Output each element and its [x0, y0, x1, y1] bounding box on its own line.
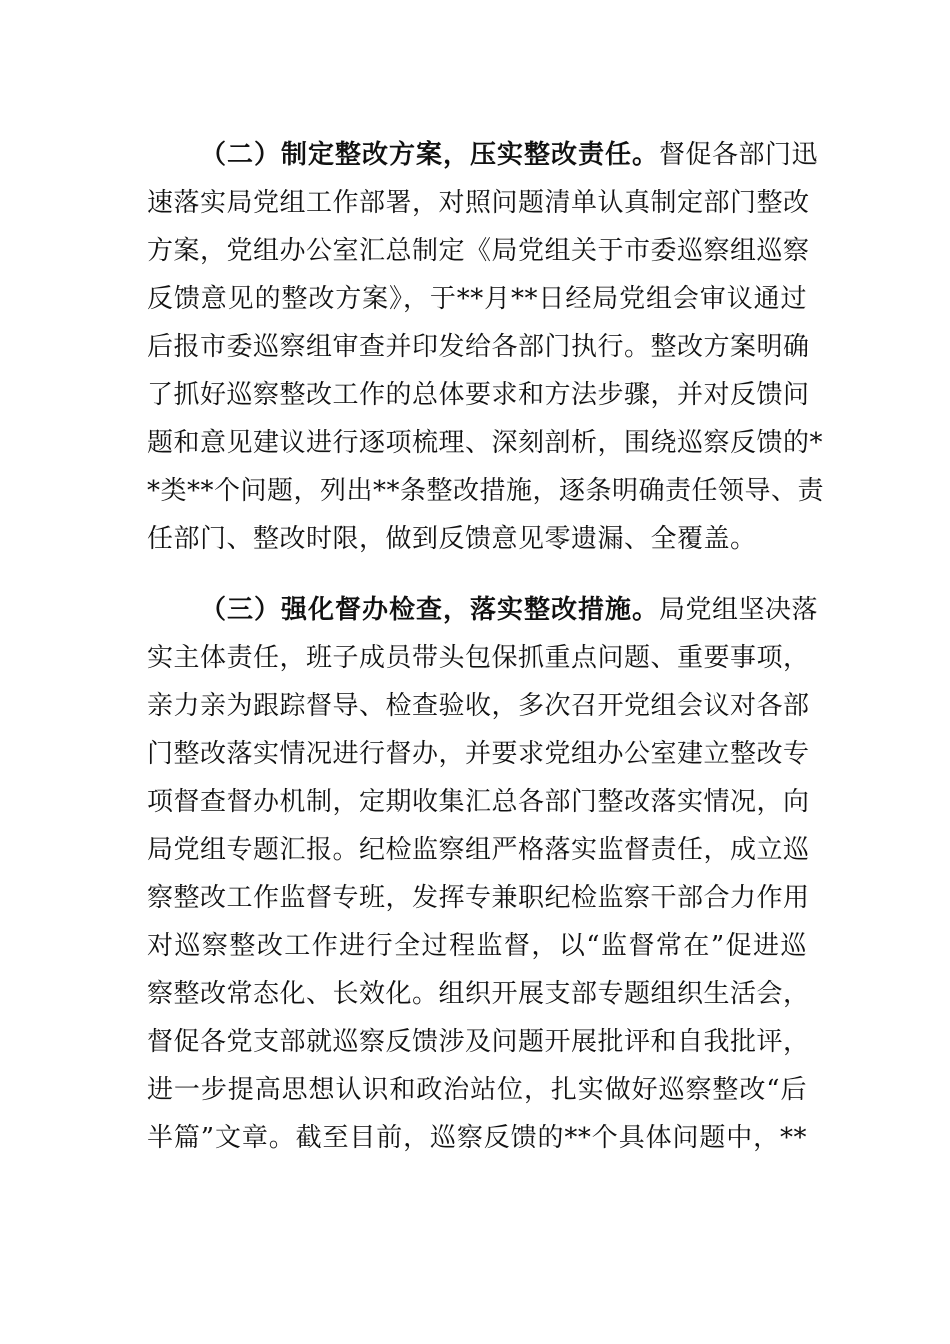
- section2-line-6: 题和意见建议进行逐项梳理、深刻剖析，围绕巡察反馈的*: [147, 428, 824, 458]
- section3-line-0: 局党组坚决落: [659, 595, 819, 625]
- section3-line-5: 局党组专题汇报。纪检监察组严格落实监督责任，成立巡: [147, 835, 810, 865]
- section3-line-7: 对巡察整改工作进行全过程监督，以“监督常在”促进巡: [147, 931, 807, 961]
- section3-line-8: 察整改常态化、长效化。组织开展支部专题组织生活会，: [147, 979, 810, 1009]
- section3-line-10: 进一步提高思想认识和政治站位，扎实做好巡察整改“后: [147, 1075, 807, 1105]
- section3-first-line: [200, 588, 819, 632]
- section3-line-9: 督促各党支部就巡察反馈涉及问题开展批评和自我批评，: [147, 1027, 810, 1057]
- section2-first-line: [200, 133, 819, 177]
- section2-line-8: 任部门、整改时限，做到反馈意见零遗漏、全覆盖。: [147, 524, 757, 554]
- section2-line-2: 方案，党组办公室汇总制定《局党组关于市委巡察组巡察: [147, 236, 810, 266]
- section2-line-4: 后报市委巡察组审查并印发给各部门执行。整改方案明确: [147, 332, 810, 362]
- section3-heading: （三）强化督办检查，落实整改措施。: [200, 595, 660, 625]
- section3-line-3: 门整改落实情况进行督办，并要求党组办公室建立整改专: [147, 739, 810, 769]
- section3-line-4: 项督查督办机制，定期收集汇总各部门整改落实情况，向: [147, 787, 810, 817]
- section2-line-5: 了抓好巡察整改工作的总体要求和方法步骤，并对反馈问: [147, 380, 810, 410]
- section2-line-0: 督促各部门迅: [659, 140, 819, 170]
- section3-line-11: 半篇”文章。截至目前，巡察反馈的**个具体问题中，**: [147, 1123, 807, 1153]
- section3-line-2: 亲力亲为跟踪督导、检查验收，多次召开党组会议对各部: [147, 691, 810, 721]
- section2-line-3: 反馈意见的整改方案》，于**月**日经局党组会审议通过: [147, 284, 807, 314]
- section3-line-1: 实主体责任，班子成员带头包保抓重点问题、重要事项，: [147, 643, 810, 673]
- section2-line-7: *类**个问题，列出**条整改措施，逐条明确责任领导、责: [147, 476, 825, 506]
- section3-line-6: 察整改工作监督专班，发挥专兼职纪检监察干部合力作用: [147, 883, 810, 913]
- section2-heading: （二）制定整改方案，压实整改责任。: [200, 140, 660, 170]
- section2-line-1: 速落实局党组工作部署，对照问题清单认真制定部门整改: [147, 188, 810, 218]
